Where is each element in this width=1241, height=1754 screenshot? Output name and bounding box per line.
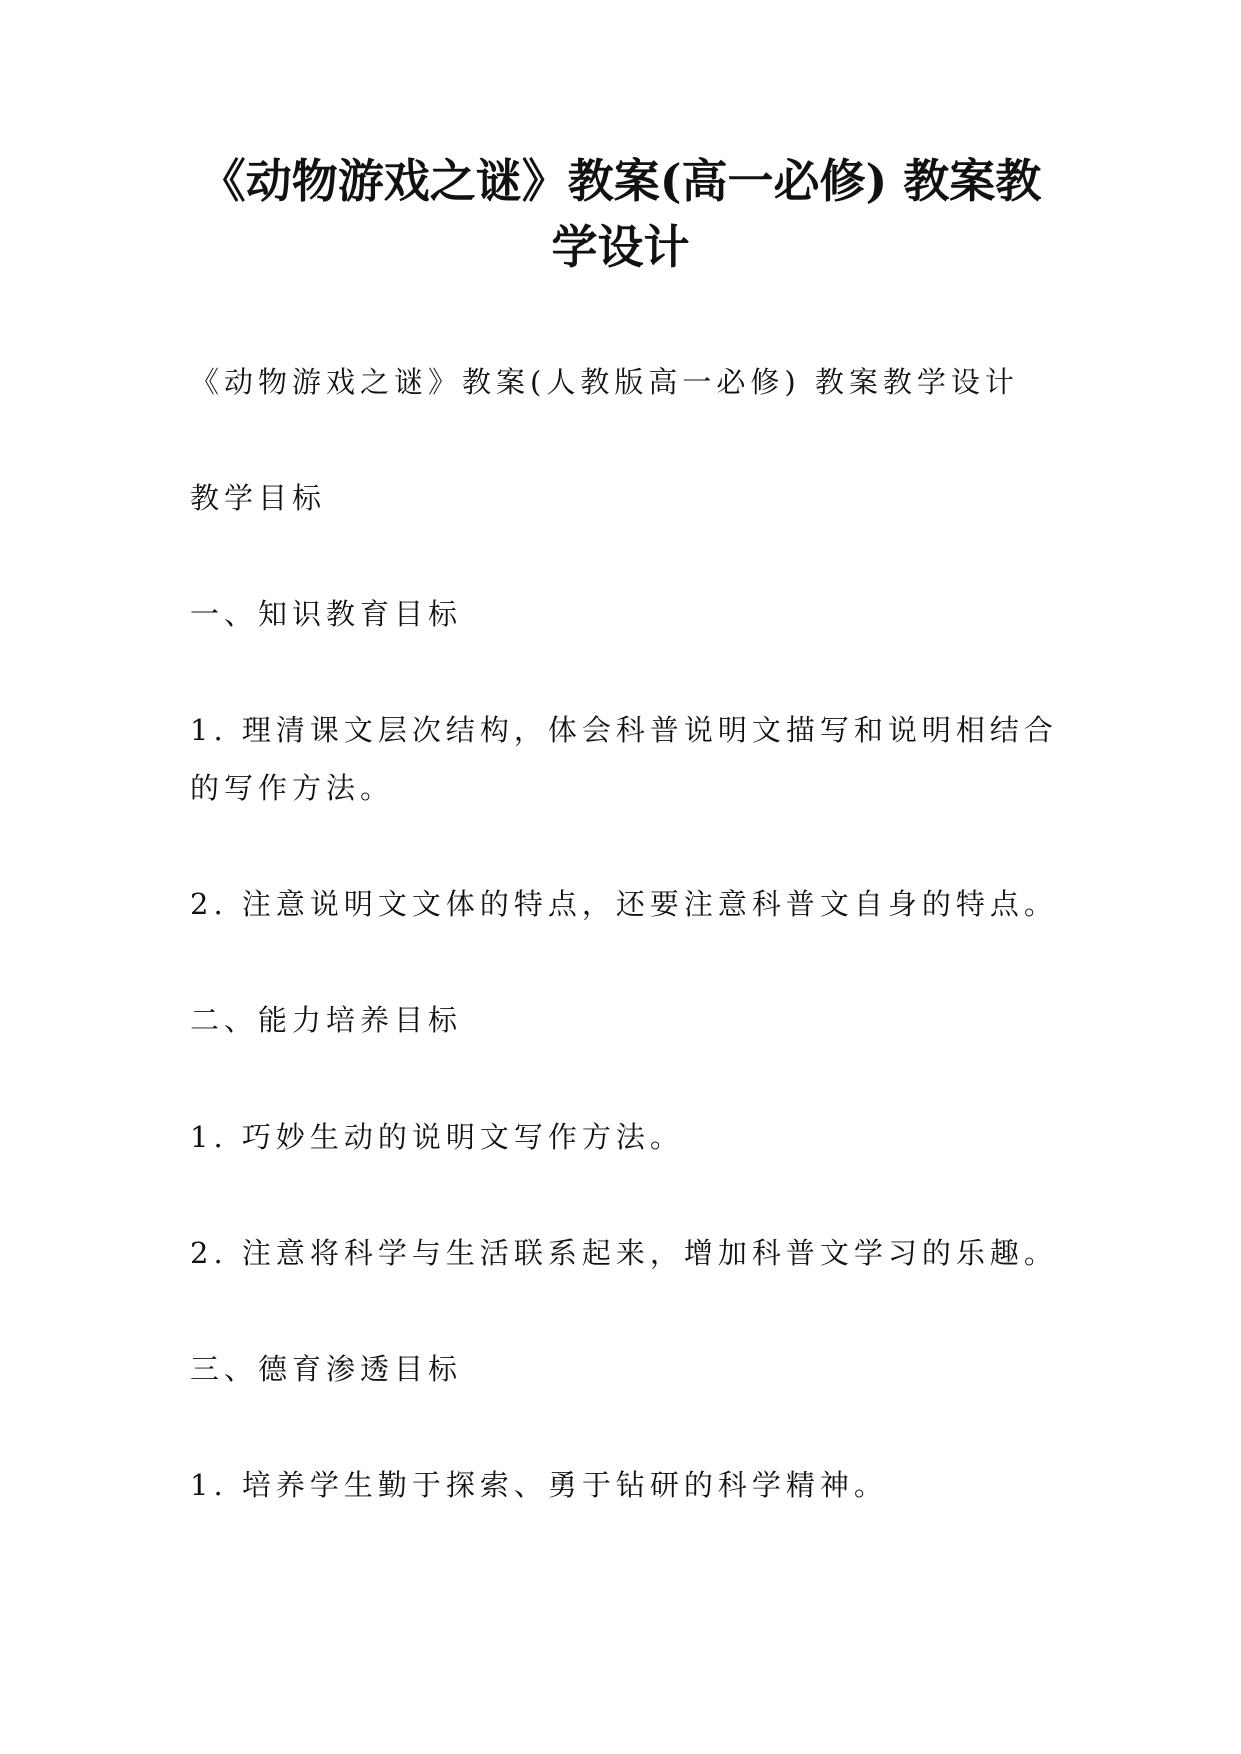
ability-goal-item-1: 1. 巧妙生动的说明文写作方法。 xyxy=(190,1120,684,1154)
document-title: 《动物游戏之谜》教案(高一必修) 教案教学设计 xyxy=(199,154,1042,274)
section-heading-ability-goals: 二、能力培养目标 xyxy=(190,1003,463,1037)
knowledge-goal-item-1: 1. 理清课文层次结构，体会科普说明文描写和说明相结合的写作方法。 xyxy=(190,713,1058,805)
document-subtitle: 《动物游戏之谜》教案(人教版高一必修) 教案教学设计 xyxy=(190,365,1019,399)
section-heading-moral-goals: 三、德育渗透目标 xyxy=(190,1352,463,1386)
ability-goal-item-2: 2. 注意将科学与生活联系起来，增加科普文学习的乐趣。 xyxy=(190,1236,1058,1270)
knowledge-goal-item-2: 2. 注意说明文文体的特点，还要注意科普文自身的特点。 xyxy=(190,887,1058,921)
section-heading-knowledge-goals: 一、知识教育目标 xyxy=(190,597,463,631)
moral-goal-item-1: 1. 培养学生勤于探索、勇于钻研的科学精神。 xyxy=(190,1468,888,1502)
section-heading-teaching-goals: 教学目标 xyxy=(190,481,327,515)
